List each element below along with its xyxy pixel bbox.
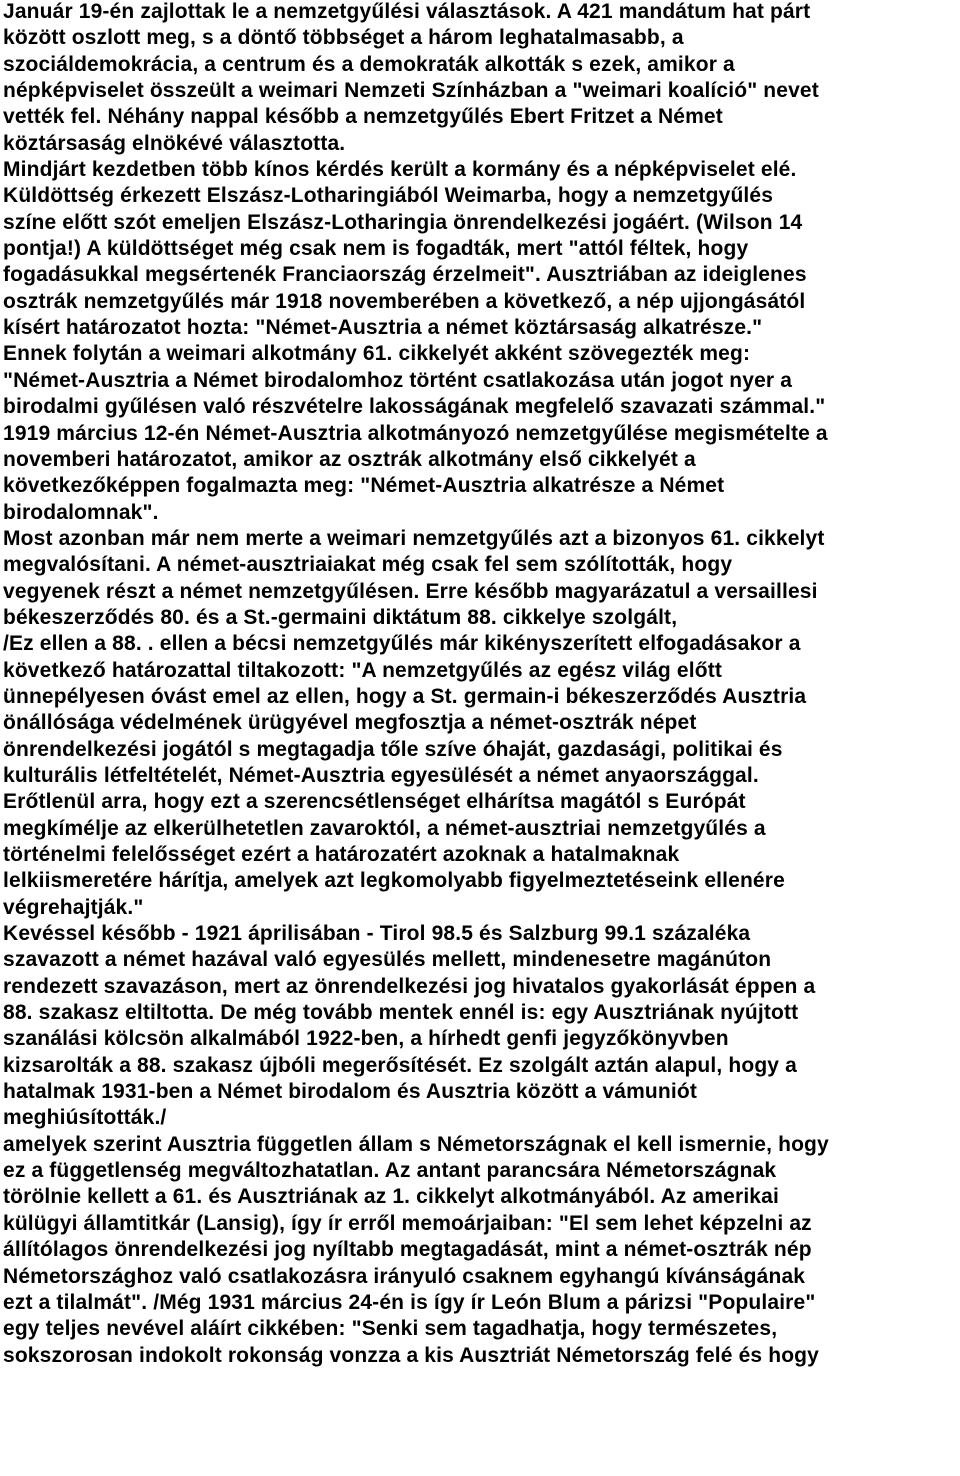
text-line: egy teljes nevével aláírt cikkében: "Senki sem tagadhatja, hogy természetes, bbox=[3, 1317, 778, 1341]
text-line: törölnie kellett a 61. és Ausztriának az 1. cikkelyt alkotmányából. Az amerikai bbox=[3, 1185, 779, 1209]
text-line: birodalomnak". bbox=[3, 500, 159, 524]
text-line: önállósága védelmének ürügyével megfosztja a német-osztrák népet bbox=[3, 711, 697, 735]
text-line bbox=[3, 1369, 958, 1395]
text-line: között oszlott meg, s a döntő többséget a három leghatalmasabb, a bbox=[3, 26, 684, 50]
text-line: /Ez ellen a 88. . ellen a bécsi nemzetgyűlés már kikényszerített elfogadásakor a bbox=[3, 632, 801, 656]
text-line: vegyenek részt a német nemzetgyűlésen. Erre később magyarázatul a versaillesi bbox=[3, 579, 818, 603]
document-body bbox=[3, 0, 958, 1422]
text-line: megvalósítani. A német-ausztriaiakat még csak fel sem szólították, hogy bbox=[3, 553, 733, 577]
text-line: sokszorosan indokolt rokonság vonzza a kis Ausztriát Németország felé és hogy bbox=[3, 1343, 819, 1367]
text-line: állítólagos önrendelkezési jog nyíltabb megtagadását, mint a német-osztrák nép bbox=[3, 1238, 812, 1262]
text-line: pontja!) A küldöttséget még csak nem is fogadták, mert "attól féltek, hogy bbox=[3, 237, 749, 261]
text-line: birodalmi gyűlésen való részvételre lakosságának megfelelő szavazati számmal." bbox=[3, 395, 826, 419]
text-line: köztársaság elnökévé választotta. bbox=[3, 131, 346, 155]
text-line: következő határozattal tiltakozott: "A nemzetgyűlés az egész világ előtt bbox=[3, 658, 722, 682]
text-line: Mindjárt kezdetben több kínos kérdés került a kormány és a népképviselet elé. bbox=[3, 158, 797, 182]
text-line: történelmi felelősséget ezért a határozatért azoknak a hatalmaknak bbox=[3, 843, 680, 866]
text-line: Január 19-én zajlottak le a nemzetgyűlési választások. A 421 mandátum hat párt bbox=[3, 0, 811, 23]
text-line: amelyek szerint Ausztria független állam s Németországnak el kell ismernie, hogy bbox=[3, 1132, 829, 1156]
text-line: 1919 március 12-én Német-Ausztria alkotmányozó nemzetgyűlése megismételte a bbox=[3, 421, 828, 445]
text-line: ez a függetlenség megváltozhatatlan. Az antant parancsára Németországnak bbox=[3, 1159, 777, 1183]
text-line: novemberi határozatot, amikor az osztrák alkotmány első cikkelyét a bbox=[3, 447, 696, 471]
text-line: végrehajtják." bbox=[3, 895, 144, 919]
text-line: önrendelkezési jogától s megtagadja tőle szíve óhaját, gazdasági, politikai és bbox=[3, 737, 783, 761]
text-line: következőképpen fogalmazta meg: "Német-Ausztria alkatrésze a Német bbox=[3, 474, 725, 498]
text-line: Most azonban már nem merte a weimari nemzetgyűlés azt a bizonyos 61. cikkelyt bbox=[3, 526, 825, 550]
text-line bbox=[3, 1395, 958, 1421]
text-line: Ennek folytán a weimari alkotmány 61. cikkelyét akként szövegezték meg: bbox=[3, 342, 751, 366]
text-line: kulturális létfeltételét, Német-Ausztria egyesülését a német anyaországgal. bbox=[3, 763, 759, 787]
text-line: ünnepélyesen óvást emel az ellen, hogy a St. germain-i békeszerződés Ausztria bbox=[3, 684, 807, 708]
text-line: népképviselet összeült a weimari Nemzeti Színházban a "weimari koalíció" nevet bbox=[3, 79, 819, 103]
text-line: Kevéssel később - 1921 áprilisában - Tirol 98.5 és Salzburg 99.1 százaléka bbox=[3, 922, 751, 946]
text-line: megkímélje az elkerülhetetlen zavaroktól, a német-ausztriai nemzetgyűlés a bbox=[3, 816, 766, 840]
text-line: színe előtt szót emeljen Elszász-Lotharingia önrendelkezési jogáért. (Wilson 14 bbox=[3, 210, 803, 234]
text-line: szanálási kölcsön alkalmából 1922-ben, a hírhedt genfi jegyzőkönyvben bbox=[3, 1027, 729, 1051]
text-line: hatalmak 1931-ben a Német birodalom és Ausztria között a vámuniót bbox=[3, 1080, 697, 1104]
text-line: "Német-Ausztria a Német birodalomhoz történt csatlakozása után jogot nyer a bbox=[3, 368, 793, 392]
text-line: szavazott a német hazával való egyesülés mellett, mindenesetre magánúton bbox=[3, 948, 772, 972]
text-line: meghiúsították./ bbox=[3, 1106, 167, 1130]
text-line: osztrák nemzetgyűlés már 1918 novemberében a következő, a nép ujjongásától bbox=[3, 289, 806, 313]
text-line: békeszerződés 80. és a St.-germaini diktátum 88. cikkelye szolgált, bbox=[3, 605, 678, 629]
text-line: Erőtlenül arra, hogy ezt a szerencsétlenséget elhárítsa magától s Európát bbox=[3, 790, 746, 814]
text-line: kizsarolták a 88. szakasz újbóli megerősítését. Ez szolgált aztán alapul, hogy a bbox=[3, 1053, 797, 1077]
text-line: fogadásukkal megsértenék Franciaország érzelmeit". Ausztriában az ideiglenes bbox=[3, 263, 807, 287]
text-line: kísért határozatot hozta: "Német-Ausztria a német köztársaság alkatrésze." bbox=[3, 316, 763, 340]
text-line: lelkiismeretére hárítja, amelyek azt legkomolyabb figyelmeztetéseink ellenére bbox=[3, 869, 785, 893]
text-line: külügyi államtitkár (Lansig), így ír erről memoárjaiban: "El sem lehet képzelni az bbox=[3, 1211, 812, 1235]
text-line: 88. szakasz eltiltotta. De még tovább mentek ennél is: egy Ausztriának nyújtott bbox=[3, 1001, 799, 1025]
text-line: vették fel. Néhány nappal később a nemzetgyűlés Ebert Fritzet a Német bbox=[3, 105, 723, 129]
text-line: ezt a tilalmát". /Még 1931 március 24-én is így ír León Blum a párizsi "Populaire" bbox=[3, 1290, 816, 1314]
text-line: Küldöttség érkezett Elszász-Lotharingiából Weimarba, hogy a nemzetgyűlés bbox=[3, 184, 774, 208]
text-line: rendezett szavazáson, mert az önrendelkezési jog hivatalos gyakorlását éppen a bbox=[3, 974, 816, 998]
text-line: Németországhoz való csatlakozásra irányuló csaknem egyhangú kívánságának bbox=[3, 1264, 806, 1288]
text-line: szociáldemokrácia, a centrum és a demokraták alkották s ezek, amikor a bbox=[3, 52, 735, 76]
